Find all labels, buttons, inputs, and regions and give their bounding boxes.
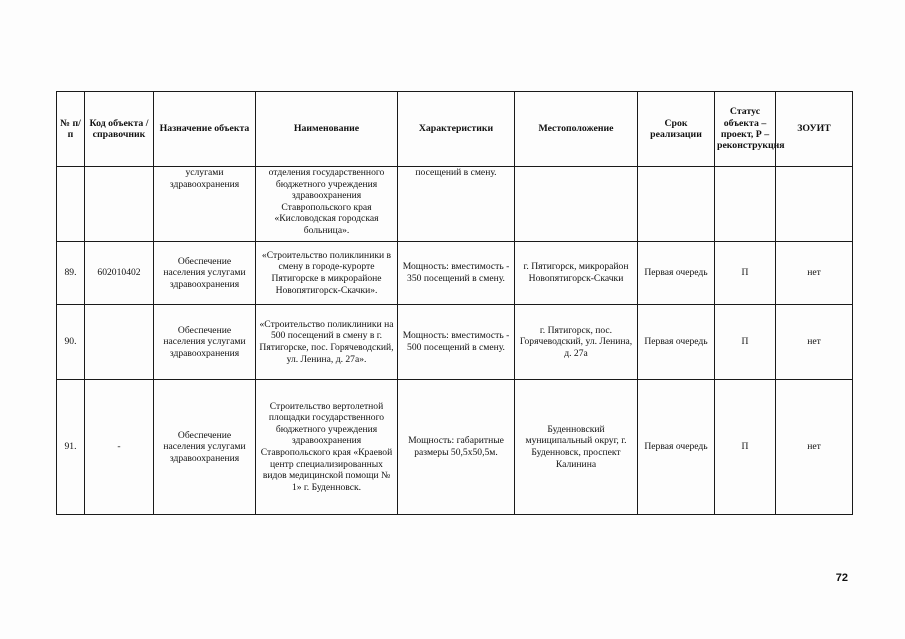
- cell-term: Первая очередь: [638, 305, 715, 380]
- header-zouit: ЗОУИТ: [776, 92, 853, 167]
- cell-num: 90.: [57, 305, 85, 380]
- cell-status: П: [715, 305, 776, 380]
- table-header-row: [57, 92, 853, 167]
- cell-term: Первая очередь: [638, 242, 715, 305]
- header-specs: Характеристики: [398, 92, 515, 167]
- cell-purpose: Обеспечение населения услугами здравоохранения: [154, 242, 256, 305]
- table-row: [57, 305, 853, 380]
- cell-purpose: Обеспечение населения услугами здравоохранения: [154, 305, 256, 380]
- cell-code: [85, 305, 154, 380]
- cell-zouit: нет: [776, 380, 853, 515]
- page-number: 72: [835, 572, 848, 584]
- cell-code: -: [85, 380, 154, 515]
- cell-num: 89.: [57, 242, 85, 305]
- cell-code: [85, 167, 154, 242]
- table-row: [57, 242, 853, 305]
- cell-specs: Мощность: вместимость - 350 посещений в смену.: [398, 242, 515, 305]
- cell-location: г. Пятигорск, микрорайон Новопятигорск-Скачки: [515, 242, 638, 305]
- cell-name: «Строительство поликлиники в смену в городе-курорте Пятигорске в микрорайоне Новопятигорск-Скачки».: [256, 242, 398, 305]
- cell-status: П: [715, 380, 776, 515]
- objects-table: [56, 91, 853, 515]
- cell-term: [638, 167, 715, 242]
- cell-name: «Строительство поликлиники на 500 посещений в смену в г. Пятигорске, пос. Горячеводский, ул. Ленина, д. 27а».: [256, 305, 398, 380]
- header-location: Местоположение: [515, 92, 638, 167]
- table-row: [57, 380, 853, 515]
- cell-purpose: Обеспечение населения услугами здравоохранения: [154, 380, 256, 515]
- cell-zouit: нет: [776, 305, 853, 380]
- table-row-continuation: [57, 167, 853, 242]
- cell-num: 91.: [57, 380, 85, 515]
- cell-purpose: услугами здравоохранения: [154, 167, 256, 242]
- cell-status: П: [715, 242, 776, 305]
- header-num: № п/п: [57, 92, 85, 167]
- cell-zouit: нет: [776, 242, 853, 305]
- cell-status: [715, 167, 776, 242]
- header-status: Статус объекта – проект, Р – реконструкция: [715, 92, 776, 167]
- cell-code: 602010402: [85, 242, 154, 305]
- cell-zouit: [776, 167, 853, 242]
- cell-name: Строительство вертолетной площадки государственного бюджетного учреждения здравоохранения Ставропольского края «Краевой центр специализированных видов медицинской помощи № 1» г. Буденновск.: [256, 380, 398, 515]
- header-name: Наименование: [256, 92, 398, 167]
- header-code: Код объекта / справочник: [85, 92, 154, 167]
- cell-name: отделения государственного бюджетного учреждения здравоохранения Ставропольского края «Кисловодская городская больница».: [256, 167, 398, 242]
- cell-location: [515, 167, 638, 242]
- cell-location: Буденновский муниципальный округ, г. Буденновск, проспект Калинина: [515, 380, 638, 515]
- header-term: Срок реализации: [638, 92, 715, 167]
- cell-location: г. Пятигорск, пос. Горячеводский, ул. Ленина, д. 27а: [515, 305, 638, 380]
- cell-specs: Мощность: вместимость - 500 посещений в смену.: [398, 305, 515, 380]
- cell-specs: Мощность: габаритные размеры 50,5х50,5м.: [398, 380, 515, 515]
- cell-specs: посещений в смену.: [398, 167, 515, 242]
- cell-term: Первая очередь: [638, 380, 715, 515]
- header-purpose: Назначение объекта: [154, 92, 256, 167]
- cell-num: [57, 167, 85, 242]
